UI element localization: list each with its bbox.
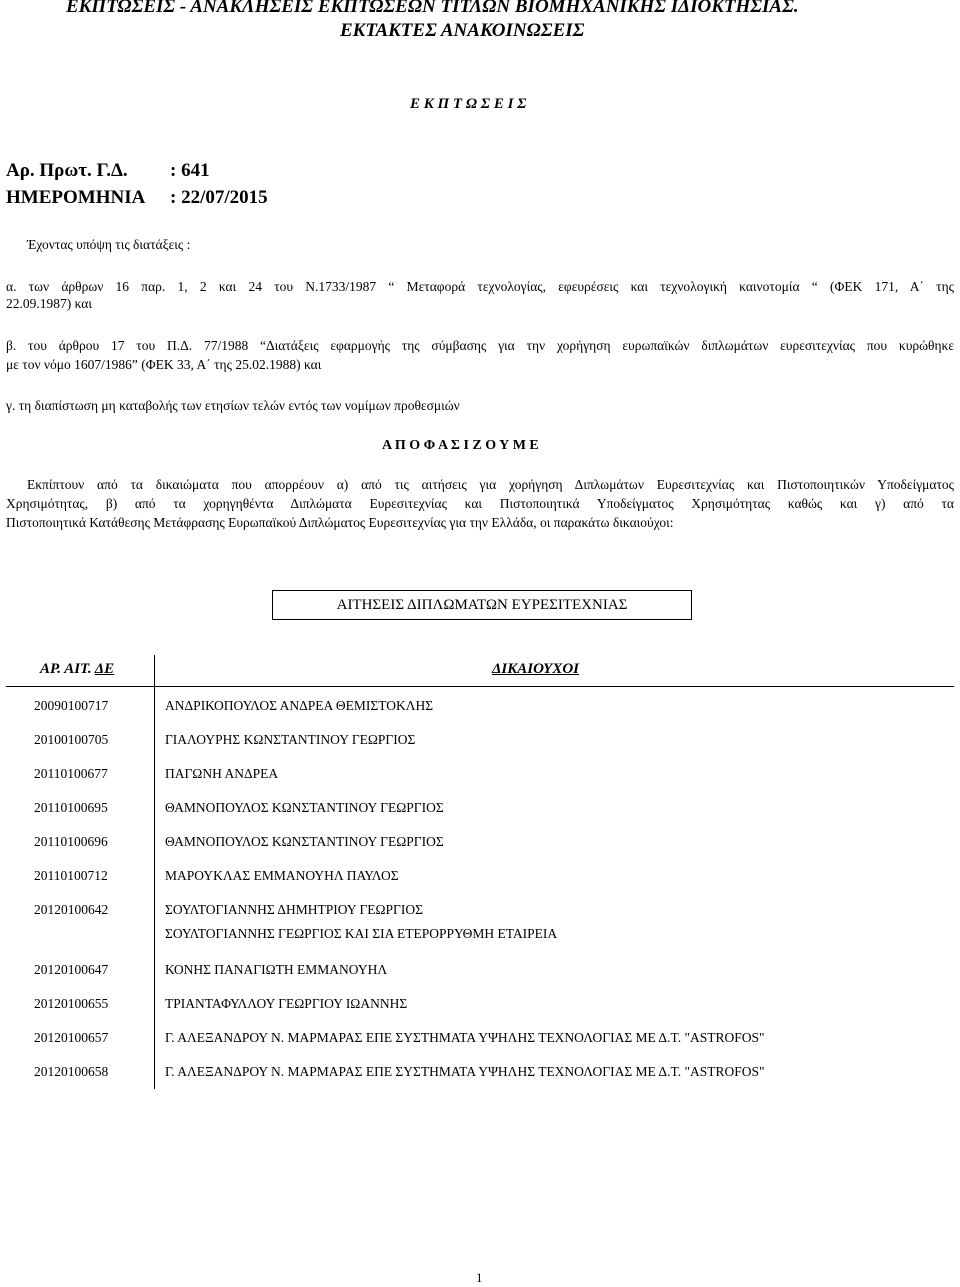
table-cell-owner: ΘΑΜΝΟΠΟΥΛΟΣ ΚΩΝΣΤΑΝΤΙΝΟΥ ΓΕΩΡΓΙΟΣ [165,800,444,815]
protocol-value: : 641 [170,160,210,181]
decision-para-line2: Χρησιμότητας, β) από τα χορηγηθέντα Διπλώματα Ευρεσιτεχνίας και Πιστοποιητικά Υποδείγματος Χρησιμότητας καθώς και γ) από τα [6,496,954,511]
table-cell-owner: ΘΑΜΝΟΠΟΥΛΟΣ ΚΩΝΣΤΑΝΤΙΝΟΥ ΓΕΩΡΓΙΟΣ [165,834,444,849]
table-cell-owner: ΚΟΝΗΣ ΠΑΝΑΓΙΩΤΗ ΕΜΜΑΝΟΥΗΛ [165,962,388,977]
item-b-line1: β. του άρθρου 17 του Π.Δ. 77/1988 “Διατάξεις εφαρμογής της σύμβασης για την χορήγηση ευρωπαϊκών διπλωμάτων ευρεσιτεχνίας που κυρώθηκε [6,338,954,353]
table-cell-number: 20090100717 [34,698,109,713]
column-header-number-prefix: ΑΡ. ΑΙΤ. [40,661,95,677]
table-cell-owner: ΣΟΥΛΤΟΓΙΑΝΝΗΣ ΔΗΜΗΤΡΙΟΥ ΓΕΩΡΓΙΟΣ [165,902,423,917]
considering-text: Έχοντας υπόψη τις διατάξεις : [27,237,191,252]
table-cell-owner-secondary: ΣΟΥΛΤΟΓΙΑΝΝΗΣ ΓΕΩΡΓΙΟΣ ΚΑΙ ΣΙΑ ΕΤΕΡΟΡΡΥΘΜΗ ΕΤΑΙΡΕΙΑ [165,926,558,941]
date-label: ΗΜΕΡΟΜΗΝΙΑ [6,187,146,208]
decision-heading: Α Π Ο Φ Α Σ Ι Ζ Ο Υ Μ Ε [382,438,539,453]
header-title-line1: ΕΚΠΤΩΣΕΙΣ - ΑΝΑΚΛΗΣΕΙΣ ΕΚΠΤΩΣΕΩΝ ΤΙΤΛΩΝ ΒΙΟΜΗΧΑΝΙΚΗΣ ΙΔΙΟΚΤΗΣΙΑΣ. [66,0,799,17]
table-cell-number: 20110100677 [34,766,108,781]
table-header-rule [6,686,954,687]
item-c: γ. τη διαπίστωση μη καταβολής των ετησίων τελών εντός των νομίμων προθεσμιών [6,398,460,413]
column-header-number-suffix: ΔΕ [94,661,115,677]
table-cell-owner: Γ. ΑΛΕΞΑΝΔΡΟΥ Ν. ΜΑΡΜΑΡΑΣ ΕΠΕ ΣΥΣΤΗΜΑΤΑ ΥΨΗΛΗΣ ΤΕΧΝΟΛΟΓΙΑΣ ΜΕ Δ.Τ. "ASTROFOS" [165,1064,765,1079]
item-a-line2: 22.09.1987) και [6,296,93,311]
header-title-line2: ΕΚΤΑΚΤΕΣ ΑΝΑΚΟΙΝΩΣΕΙΣ [340,20,585,41]
column-header-owners: ΔΙΚΑΙΟΥΧΟΙ [492,661,579,677]
table-cell-number: 20120100657 [34,1030,109,1045]
table-column-divider [154,655,155,1089]
protocol-label: Αρ. Πρωτ. Γ.Δ. [6,160,128,181]
table-cell-owner: ΓΙΑΛΟΥΡΗΣ ΚΩΝΣΤΑΝΤΙΝΟΥ ΓΕΩΡΓΙΟΣ [165,732,416,747]
table-cell-number: 20110100696 [34,834,108,849]
table-cell-owner: ΤΡΙΑΝΤΑΦΥΛΛΟΥ ΓΕΩΡΓΙΟΥ ΙΩΑΝΝΗΣ [165,996,408,1011]
table-cell-owner: Γ. ΑΛΕΞΑΝΔΡΟΥ Ν. ΜΑΡΜΑΡΑΣ ΕΠΕ ΣΥΣΤΗΜΑΤΑ ΥΨΗΛΗΣ ΤΕΧΝΟΛΟΓΙΑΣ ΜΕ Δ.Τ. "ASTROFOS" [165,1030,765,1045]
column-header-number [40,661,114,678]
date-value: : 22/07/2015 [170,187,268,208]
table-cell-number: 20120100647 [34,962,109,977]
section-title: ΑΙΤΗΣΕΙΣ ΔΙΠΛΩΜΑΤΩΝ ΕΥΡΕΣΙΤΕΧΝΙΑΣ [336,596,628,613]
table-cell-owner: ΜΑΡΟΥΚΛΑΣ ΕΜΜΑΝΟΥΗΛ ΠΑΥΛΟΣ [165,868,399,883]
section-title-box [272,590,692,620]
item-a-line1: α. των άρθρων 16 παρ. 1, 2 και 24 του Ν.1733/1987 “ Μεταφορά τεχνολογίας, εφευρέσεις και τεχνολογική καινοτομία “ (ΦΕΚ 171, Α΄ της [6,279,954,294]
table-cell-owner: ΑΝΔΡΙΚΟΠΟΥΛΟΣ ΑΝΔΡΕΑ ΘΕΜΙΣΤΟΚΛΗΣ [165,698,434,713]
section-banner: Ε Κ Π Τ Ω Σ Ε Ι Σ [410,96,527,112]
table-cell-number: 20120100642 [34,902,109,917]
table-cell-owner: ΠΑΓΩΝΗ ΑΝΔΡΕΑ [165,766,279,781]
decision-para-line1: Εκπίπτουν από τα δικαιώματα που απορρέουν α) από τις αιτήσεις για χορήγηση Διπλωμάτων Ευρεσιτεχνίας και Πιστοποιητικών Υποδείγματος [27,477,954,492]
table-cell-number: 20110100695 [34,800,108,815]
table-cell-number: 20110100712 [34,868,108,883]
table-cell-number: 20120100655 [34,996,109,1011]
table-cell-number: 20120100658 [34,1064,109,1079]
item-b-line2: με τον νόμο 1607/1986” (ΦΕΚ 33, Α΄ της 25.02.1988) και [6,357,322,372]
page-number: 1 [476,1270,483,1285]
decision-para-line3: Πιστοποιητικά Κατάθεσης Μετάφρασης Ευρωπαϊκού Διπλώματος Ευρεσιτεχνίας για την Ελλάδα, οι παρακάτω δικαιούχοι: [6,515,674,530]
table-cell-number: 20100100705 [34,732,109,747]
